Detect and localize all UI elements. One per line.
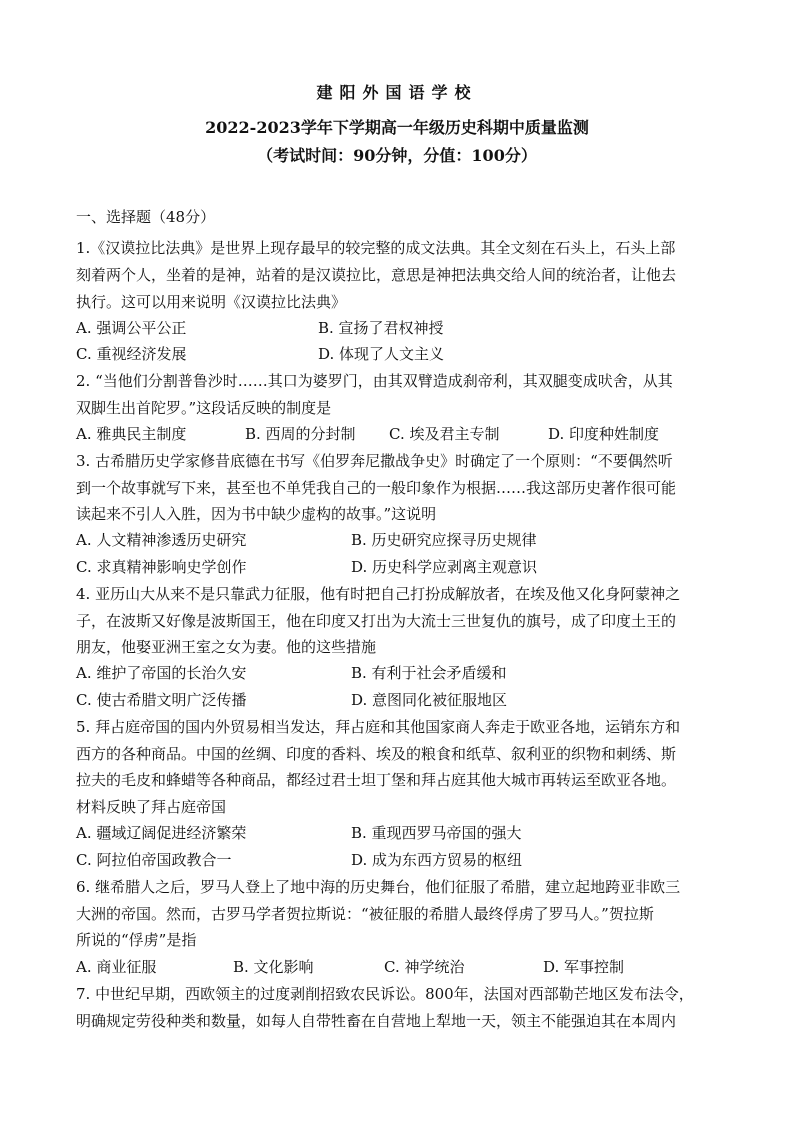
question-4-line-3: 朋友，他娶亚洲王室之女为妻。他的这些措施 xyxy=(76,638,377,656)
question-3-line-1: 3. 古希腊历史学家修昔底德在书写《伯罗奔尼撒战争史》时确定了一个原则：“不要偶然听 xyxy=(76,452,673,470)
question-2-option-c: C. 埃及君主专制 xyxy=(389,425,500,443)
question-7-line-1: 7. 中世纪早期，西欧领主的过度剥削招致农民诉讼。800年，法国对西部勒芒地区发布法令， xyxy=(76,985,694,1003)
question-4-option-a: A. 维护了帝国的长治久安 xyxy=(76,664,247,682)
question-3-option-a: A. 人文精神渗透历史研究 xyxy=(76,531,247,549)
exam-info: （考试时间：90分钟，分值：100分） xyxy=(257,146,537,165)
question-1-line-1: 1.《汉谟拉比法典》是世界上现存最早的较完整的成文法典。其全文刻在石头上，石头上部 xyxy=(76,239,676,257)
question-1-line-3: 执行。这可以用来说明《汉谟拉比法典》 xyxy=(76,293,347,311)
school-name: 建阳外国语学校 xyxy=(316,83,478,102)
question-6-option-c: C. 神学统治 xyxy=(384,958,465,976)
question-1-line-2: 刻着两个人，坐着的是神，站着的是汉谟拉比，意思是神把法典交给人间的统治者，让他去 xyxy=(76,266,677,284)
question-5-line-4: 材料反映了拜占庭帝国 xyxy=(76,798,227,816)
exam-title: 2022-2023学年下学期高一年级历史科期中质量监测 xyxy=(205,118,589,137)
question-2-option-a: A. 雅典民主制度 xyxy=(76,425,187,443)
question-3-option-d: D. 历史科学应剥离主观意识 xyxy=(351,558,538,576)
question-5-line-3: 拉夫的毛皮和蜂蜡等各种商品，都经过君士坦丁堡和拜占庭其他大城市再转运至欧亚各地。 xyxy=(76,771,677,789)
question-5-option-a: A. 疆域辽阔促进经济繁荣 xyxy=(76,824,247,842)
question-3-option-c: C. 求真精神影响史学创作 xyxy=(76,558,247,576)
question-5-line-2: 西方的各种商品。中国的丝绸、印度的香料、埃及的粮食和纸草、叙利亚的织物和刺绣、斯 xyxy=(76,745,677,763)
question-1-option-d: D. 体现了人文主义 xyxy=(318,345,445,363)
question-2-option-d: D. 印度种姓制度 xyxy=(548,425,660,443)
question-3-line-2: 到一个故事就写下来，甚至也不单凭我自己的一般印象作为根据……我这部历史著作很可能 xyxy=(76,479,677,497)
question-4-line-2: 子，在波斯又好像是波斯国王，他在印度又打出为大流士三世复仇的旗号，成了印度土王的 xyxy=(76,612,677,630)
question-4-line-1: 4. 亚历山大从来不是只靠武力征服，他有时把自己打扮成解放者，在埃及他又化身阿蒙神之 xyxy=(76,585,681,603)
question-4-option-b: B. 有利于社会矛盾缓和 xyxy=(351,664,507,682)
question-1-option-b: B. 宣扬了君权神授 xyxy=(318,319,444,337)
question-6-line-2: 大洲的帝国。然而，古罗马学者贺拉斯说：“被征服的希腊人最终俘虏了罗马人。”贺拉斯 xyxy=(76,905,654,923)
question-3-option-b: B. 历史研究应探寻历史规律 xyxy=(351,531,537,549)
section-title: 一、选择题（48分） xyxy=(76,208,216,226)
question-2-line-2: 双脚生出首陀罗。”这段话反映的制度是 xyxy=(76,399,332,417)
question-4-option-c: C. 使古希腊文明广泛传播 xyxy=(76,691,247,709)
question-5-line-1: 5. 拜占庭帝国的国内外贸易相当发达，拜占庭和其他国家商人奔走于欧亚各地，运销东方和 xyxy=(76,718,681,736)
question-5-option-d: D. 成为东西方贸易的枢纽 xyxy=(351,851,523,869)
question-2-option-b: B. 西周的分封制 xyxy=(245,425,356,443)
question-5-option-b: B. 重现西罗马帝国的强大 xyxy=(351,824,522,842)
question-3-line-3: 读起来不引人入胜，因为书中缺少虚构的故事。”这说明 xyxy=(76,505,437,523)
question-5-option-c: C. 阿拉伯帝国政教合一 xyxy=(76,851,232,869)
question-2-line-1: 2. “当他们分割普鲁沙时……其口为婆罗门，由其双臂造成刹帝利，其双腿变成吠舍，从其 xyxy=(76,372,673,390)
question-6-option-a: A. 商业征服 xyxy=(76,958,157,976)
question-1-option-c: C. 重视经济发展 xyxy=(76,345,187,363)
question-6-option-b: B. 文化影响 xyxy=(233,958,314,976)
question-7-line-2: 明确规定劳役种类和数量，如每人自带牲畜在自营地上犁地一天，领主不能强迫其在本周内 xyxy=(76,1012,677,1030)
question-6-line-3: 所说的“俘虏”是指 xyxy=(76,931,197,949)
question-6-line-1: 6. 继希腊人之后，罗马人登上了地中海的历史舞台，他们征服了希腊，建立起地跨亚非欧三 xyxy=(76,878,681,896)
question-1-option-a: A. 强调公平公正 xyxy=(76,319,187,337)
question-4-option-d: D. 意图同化被征服地区 xyxy=(351,691,508,709)
question-6-option-d: D. 军事控制 xyxy=(543,958,625,976)
